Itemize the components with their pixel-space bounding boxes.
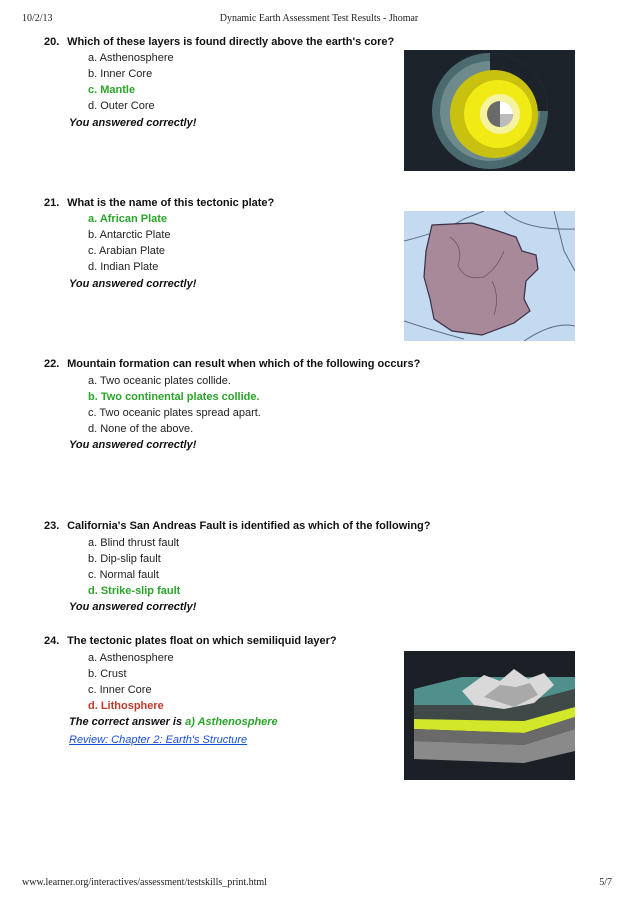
option-c: c. Inner Core: [88, 684, 152, 696]
options-22: [88, 373, 261, 437]
option-a: a. Two oceanic plates collide.: [88, 375, 231, 387]
question-text: California's San Andreas Fault is identified as which of the following?: [67, 520, 431, 532]
feedback-23: You answered correctly!: [69, 601, 197, 613]
question-23: [44, 520, 430, 532]
option-a: a. Blind thrust fault: [88, 537, 180, 549]
feedback-20: You answered correctly!: [69, 117, 197, 129]
option-b: b. Inner Core: [88, 68, 153, 80]
question-text: Which of these layers is found directly above the earth's core?: [67, 36, 395, 48]
footer-url: www.learner.org/interactives/assessment/testskills_print.html: [22, 877, 267, 888]
question-number: 21.: [44, 197, 60, 209]
review-link[interactable]: Review: Chapter 2: Earth's Structure: [69, 734, 248, 746]
option-d: d. Indian Plate: [88, 261, 159, 273]
options-21: [88, 211, 171, 275]
option-b-correct: b. Two continental plates collide.: [88, 391, 260, 403]
options-23: [88, 535, 180, 599]
question-20: [44, 36, 394, 48]
question-number: 24.: [44, 635, 60, 647]
correct-answer-prefix: The correct answer is: [69, 716, 183, 728]
option-b: b. Antarctic Plate: [88, 229, 171, 241]
question-22: [44, 358, 420, 370]
earth-layers-image: [404, 50, 575, 171]
option-a-correct: a. African Plate: [88, 213, 168, 225]
option-d: d. Outer Core: [88, 100, 155, 112]
african-plate-map-image: [404, 211, 575, 341]
option-a: a. Asthenosphere: [88, 52, 174, 64]
feedback-24: [69, 716, 278, 728]
feedback-22: You answered correctly!: [69, 439, 197, 451]
question-number: 22.: [44, 358, 60, 370]
option-c: c. Two oceanic plates spread apart.: [88, 407, 261, 419]
footer-page-number: 5/7: [599, 877, 612, 888]
earth-crust-layers-image: [404, 651, 575, 780]
question-24: [44, 635, 337, 647]
header-title: Dynamic Earth Assessment Test Results - Jhomar: [219, 13, 419, 24]
question-21: [44, 197, 274, 209]
header-date: 10/2/13: [22, 13, 53, 24]
question-text: The tectonic plates float on which semiliquid layer?: [67, 635, 337, 647]
option-a: a. Asthenosphere: [88, 652, 174, 664]
question-text: Mountain formation can result when which of the following occurs?: [67, 358, 421, 370]
option-d-correct: d. Strike-slip fault: [88, 585, 181, 597]
option-b: b. Crust: [88, 668, 127, 680]
options-24: [88, 650, 174, 714]
option-d: d. None of the above.: [88, 423, 194, 435]
option-c: c. Arabian Plate: [88, 245, 166, 257]
question-text: What is the name of this tectonic plate?: [67, 197, 275, 209]
option-b: b. Dip-slip fault: [88, 553, 161, 565]
option-d-selected-wrong: d. Lithosphere: [88, 700, 164, 712]
question-number: 20.: [44, 36, 60, 48]
correct-answer: a) Asthenosphere: [185, 716, 278, 728]
options-20: [88, 50, 174, 114]
option-c: c. Normal fault: [88, 569, 159, 581]
option-c-correct: c. Mantle: [88, 84, 136, 96]
question-number: 23.: [44, 520, 60, 532]
feedback-21: You answered correctly!: [69, 278, 197, 290]
